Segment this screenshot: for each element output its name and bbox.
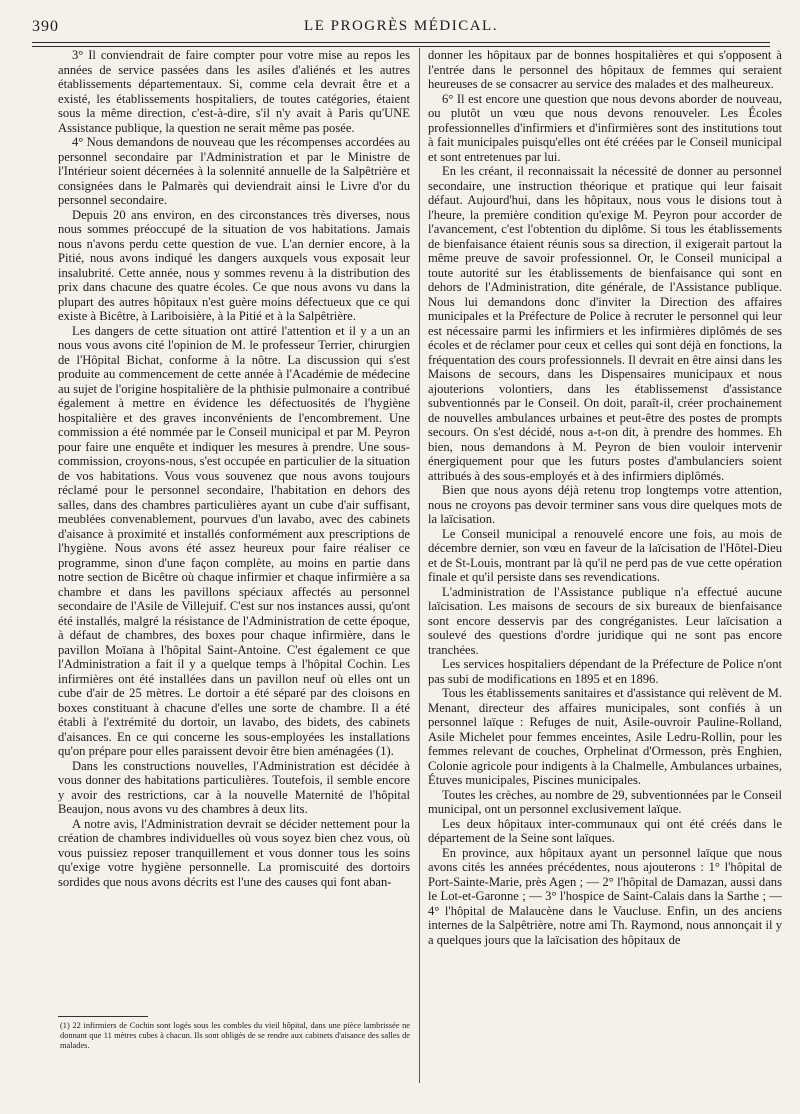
- header-rule: [32, 42, 770, 47]
- paragraph: Le Conseil municipal a renouvelé encore une fois, au mois de décembre dernier, son vœu en faveur de la laïcisation de l'Hôtel-Dieu et de St-Louis, montrant par là qu'il ne perd pas de vue cette opération finale et qu'il persiste dans ses revendications.: [428, 526, 782, 584]
- paragraph: Les deux hôpitaux inter-communaux qui ont été créés dans le département de la Seine sont laïques.: [428, 816, 782, 845]
- paragraph: L'administration de l'Assistance publique n'a effectué aucune laïcisation. Les maisons de secours de six bureaux de bienfaisance sont encore desservis par des congréganistes. Leur laïcisation a soulevé des questions d'ordre juridique qui ne sont pas encore tranchées.: [428, 584, 782, 657]
- column-divider: [419, 48, 420, 1083]
- paragraph: donner les hôpitaux par de bonnes hospitalières et qui s'opposent à l'entrée dans le personnel des hôpitaux de femmes qui seraient heureuses de se consacrer au service des malades et des malheureux.: [428, 48, 782, 91]
- paragraph: A notre avis, l'Administration devrait se décider nettement pour la création de chambres individuelles où vous soyez bien chez vous, où vous puissiez reposer tranquillement et vous donner tous les soins qu'exige votre hygiène personnelle. La promiscuité des dortoirs sordides que nous avons décrits est l'une des causes qui font aban-: [58, 816, 410, 889]
- paragraph: 3° Il conviendrait de faire compter pour votre mise au repos les années de service passées dans les asiles d'aliénés et les autres établissements départementaux. Si, comme cela devrait être et a existé, les établissements hospitaliers, de toutes catégories, étaient sous la même direction, c'est-à-dire, s'il n'y avait à Paris qu'UNE Assistance publique, la question ne serait même pas posée.: [58, 48, 410, 135]
- paragraph: Les dangers de cette situation ont attiré l'attention et il y a un an nous vous avons cité l'opinion de M. le professeur Terrier, chirurgien de l'Hôpital Bichat, conforme à la nôtre. La discussion qui s'est produite au commencement de cette année à l'Académie de médecine au sujet de l'origine hospitalière de la phthisie pulmonaire a contribué également à mettre en évidence les défectuosités de l'hygiène hospitalière et des graves inconvénients de l'encombrement. Une commission a été nommée par le Conseil municipal et par M. Peyron pour faire une enquête et indiquer les mesures à prendre. Une sous-commission, croyons-nous, s'est occupée en particulier de la situation de vos habitations. Vous vous souvenez que nous avons toujours réclamé pour le personnel secondaire, l'habitation en dehors des salles, dans des chambres particulières ayant un cube d'air suffisant, meublées convenablement, pourvues d'un lavabo, avec des cabinets d'aisance à proximité et installés conformément aux prescriptions de l'hygiène. Nous avons été assez heureux pour faire réaliser ce programme, sinon d'une façon complète, au moins en partie dans notre section de Bicêtre où chaque infirmier et chaque infirmière a sa chambre et dans les pavillons spéciaux affectés au personnel secondaire de l'Asile de Villejuif. C'est sur nos instances aussi, qu'ont été installés, malgré la résistance de l'Administration de cette époque, à défaut de chambres, des boxes pour chaque infirmière, dans le pavillon Moïana à l'hôpital Saint-Antoine. C'est également ce que l'Administration a fait il y a quelque temps à l'hôpital Cochin. Les infirmières ont été installées dans un pavillon neuf où elles ont un cube d'air de 25 mètres. Le dortoir a été séparé par des cloisons en boxes constituant à chacune d'elles une sorte de chambre. Il a été établi à l'extrémité du dortoir, un lavabo, des bidets, des cabinets d'aisances. En ce qui concerne les sous-employées les installations qu'on prépare pour elles paraissent devoir être bien aménagées (1).: [58, 323, 410, 758]
- paragraph: Bien que nous ayons déjà retenu trop longtemps votre attention, nous ne croyons pas devoir terminer sans vous dire quelques mots de la laïcisation.: [428, 483, 782, 526]
- paragraph: Dans les constructions nouvelles, l'Administration est décidée à vous donner des habitations particulières. Toutefois, il semble encore y avoir des restrictions, car à la nouvelle Maternité de l'hôpital Beaujon, nous avons vu des chambres à deux lits.: [58, 758, 410, 816]
- page-header: [32, 18, 770, 40]
- paragraph: 4° Nous demandons de nouveau que les récompenses accordées au personnel secondaire par l'Administration et par le Ministre de l'Intérieur soient décernées à la solennité annuelle de la Salpêtrière et consignées dans le Palmarès qui deviendrait ainsi le Livre d'or du personnel secondaire.: [58, 135, 410, 207]
- paragraph: Tous les établissements sanitaires et d'assistance qui relèvent de M. Menant, directeur des affaires municipales, sont confiés à un personnel laïque : Refuges de nuit, Asile-ouvroir Pauline-Rolland, Asile Michelet pour femmes enceintes, Asile Ledru-Rollin, pour les femmes relevant de couches, Orphelinat d'Ormesson, près Enghien, Colonie agricole pour indigents à la Chalmelle, Ambulances urbaines, Étuves municipales, Piscines municipales.: [428, 686, 782, 787]
- page-number: 390: [32, 18, 59, 35]
- paragraph: Depuis 20 ans environ, en des circonstances très diverses, nous nous sommes préoccupé de la situation de vos habitations. Jamais nous n'avons perdu cette question de vue. L'an dernier encore, à la Pitié, nous avons indiqué les dangers auxquels vous exposait leur insalubrité. Cette année, nous y sommes revenu à la distribution des prix dans chacune des quatre écoles. Ce que nous avons vu dans la plupart des autres hôpitaux n'est guère moins défectueux que ce qui existe à Bicêtre, à Lariboisière, à la Pitié et à la Salpêtrière.: [58, 207, 410, 323]
- paragraph: 6° Il est encore une question que nous devons aborder de nouveau, ou plutôt un vœu que nous devons renouveler. Les Écoles professionnelles d'infirmiers et d'infirmières sont des institutions tout à fait municipales puisqu'elles ont été créées par le Conseil municipal et sont entretenues par lui.: [428, 91, 782, 164]
- paragraph: Les services hospitaliers dépendant de la Préfecture de Police n'ont pas subi de modifications en 1895 et en 1896.: [428, 657, 782, 686]
- paragraph: En les créant, il reconnaissait la nécessité de donner au personnel secondaire, une instruction théorique et pratique qui leur faisait défaut. Aujourd'hui, dans les hôpitaux, nous vous le disions tout à l'heure, la première condition qu'exige M. Peyron pour accorder de l'avancement, c'est l'obtention du diplôme. Si tous les établissements de bienfaisance étaient réunis sous sa direction, il exigerait partout la même preuve de savoir professionnel. Or, le Conseil municipal a toute autorité sur les établissements de bienfaisance qui sont en dehors de l'Administration, dite générale, de l'Assistance publique. Nous lui demandons donc d'inviter la Direction des affaires municipales et la Préfecture de Police à recruter le personnel qui leur est nécessaire parmi les infirmiers et les infirmières diplômés de ses écoles et de réclamer pour ceux et celles qui sont déjà en fonctions, la fréquentation des cours professionnels. Il devrait en être ainsi dans les Maisons de secours, dans les Dispensaires municipaux et nous ajouterions volontiers, dans les établissemenst d'assistance subventionnés par le Conseil. On doit, paraît-il, créer prochainement de nouvelles ambulances urbaines et peut-être des postes de prompts secours. On s'est décidé, nous a-t-on dit, à prendre des hommes. Eh bien, nous demandons à M. Peyron de bien vouloir intervenir énergiquement pour que les futurs postes d'ambulanciers soient attribués à des sous-employés et à des infirmiers diplômés.: [428, 164, 782, 483]
- footnote: (1) 22 infirmiers de Cochin sont logés sous les combles du vieil hôpital, dans une pièce lambrissée ne donnant que 11 mètres cubes à chacun. Ils sont obligés de se rendre aux cabinets d'aisance des salles de malades.: [60, 1021, 410, 1050]
- footnote-rule: [58, 1016, 148, 1017]
- paragraph: En province, aux hôpitaux ayant un personnel laïque que nous avons cités les années précédentes, nous ajouterons : 1° l'hôpital de Port-Sainte-Marie, près Agen ; — 2° l'hôpital de Damazan, aussi dans le Lot-et-Garonne ; — 3° l'hospice de Saint-Calais dans la Sarthe ; — 4° l'hôpital de Malaucène dans le Vaucluse. Enfin, un des anciens internes de la Salpêtrière, notre ami Th. Raymond, nous annonçait il y a quelques jours que la laïcisation des hôpitaux de: [428, 845, 782, 947]
- right-column: [428, 48, 782, 947]
- journal-title: LE PROGRÈS MÉDICAL.: [304, 18, 498, 34]
- paragraph: Toutes les crèches, au nombre de 29, subventionnées par le Conseil municipal, ont un personnel exclusivement laïque.: [428, 787, 782, 816]
- left-column: [58, 48, 410, 889]
